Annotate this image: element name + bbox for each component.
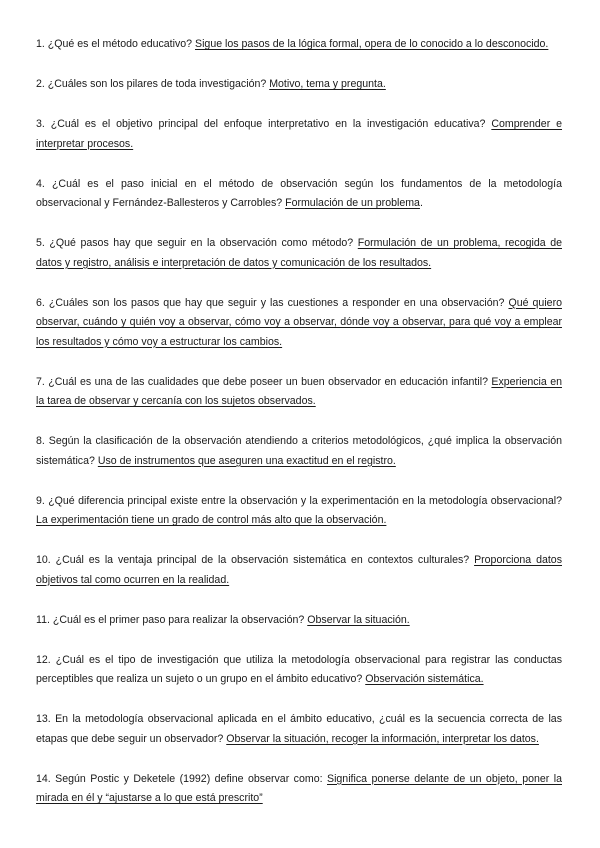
- qa-item-11: [36, 611, 562, 631]
- question-text: 7. ¿Cuál es una de las cualidades que debe poseer un buen observador en educación infantil?: [36, 375, 488, 388]
- question-text: 12. ¿Cuál es el tipo de investigación que utiliza la metodología observacional para registrar las conductas perceptibles que realiza un sujeto o un grupo en el ámbito educativo?: [36, 653, 562, 685]
- answer-text: Significa ponerse delante de un objeto, poner la mirada en él y “ajustarse a lo que está prescrito”: [36, 772, 562, 804]
- qa-item-2: [36, 75, 562, 95]
- question-text: 13. En la metodología observacional aplicada en el ámbito educativo, ¿cuál es la secuencia correcta de las etapas que debe seguir un observador?: [36, 713, 562, 745]
- qa-item-13: [36, 710, 562, 749]
- question-text: 9. ¿Qué diferencia principal existe entre la observación y la experimentación en la metodología observacional?: [36, 494, 562, 507]
- question-text: 5. ¿Qué pasos hay que seguir en la observación como método?: [36, 237, 354, 249]
- answer-text: Observar la situación, recoger la información, interpretar los datos.: [226, 732, 539, 745]
- qa-item-14: [36, 770, 562, 809]
- answer-text: Observación sistemática.: [365, 673, 484, 685]
- question-text: 11. ¿Cuál es el primer paso para realizar la observación?: [36, 613, 305, 626]
- answer-text: La experimentación tiene un grado de control más alto que la observación.: [36, 514, 387, 526]
- answer-text: Uso de instrumentos que aseguren una exactitud en el registro.: [97, 454, 396, 467]
- question-text: 14. Según Postic y Deketele (1992) define observar como:: [36, 772, 323, 785]
- qa-item-10: [36, 551, 562, 590]
- qa-item-5: [36, 234, 562, 273]
- qa-item-6: [36, 294, 562, 353]
- question-text: 4. ¿Cuál es el paso inicial en el método de observación según los fundamentos de la metodología observacional y Fernández-Ballesteros y Carrobles?: [36, 177, 562, 209]
- qa-item-12: [36, 651, 562, 690]
- answer-text: Qué quiero observar, cuándo y quién voy a observar, cómo voy a observar, dónde voy a observar, para qué voy a emplear los resultados y cómo voy a estructurar los cambios.: [36, 296, 562, 348]
- qa-item-1: [36, 35, 562, 55]
- answer-text: Experiencia en la tarea de observar y cercanía con los sujetos observados.: [36, 375, 562, 407]
- answer-text: Motivo, tema y pregunta.: [269, 78, 386, 90]
- qa-item-9: [36, 492, 562, 531]
- answer-text: Proporciona datos objetivos tal como ocurren en la realidad.: [36, 554, 562, 586]
- question-text: 6. ¿Cuáles son los pasos que hay que seguir y las cuestiones a responder en una observación?: [36, 296, 505, 309]
- qa-item-8: [36, 432, 562, 471]
- answer-text: Formulación de un problema, recogida de datos y registro, análisis e interpretación de datos y comunicación de los resultados.: [36, 237, 562, 269]
- qa-item-4: [36, 175, 562, 214]
- question-text: 1. ¿Qué es el método educativo?: [36, 38, 193, 50]
- question-text: 8. Según la clasificación de la observación atendiendo a criterios metodológicos, ¿qué implica la observación sistemática?: [36, 435, 562, 467]
- question-text: 2. ¿Cuáles son los pilares de toda investigación?: [36, 78, 267, 90]
- answer-text: Comprender e interpretar procesos.: [36, 118, 563, 150]
- question-text: 3. ¿Cuál es el objetivo principal del enfoque interpretativo en la investigación educativa?: [36, 118, 486, 130]
- answer-text: Formulación de un problema: [285, 197, 420, 209]
- answer-text: Observar la situación.: [307, 613, 410, 626]
- answer-text: Sigue los pasos de la lógica formal, opera de lo conocido a lo desconocido.: [195, 38, 549, 50]
- qa-item-7: [36, 373, 562, 412]
- question-text: 10. ¿Cuál es la ventaja principal de la observación sistemática en contextos culturales?: [36, 554, 470, 566]
- qa-item-3: [36, 115, 562, 154]
- answer-trailing-period: .: [419, 197, 423, 209]
